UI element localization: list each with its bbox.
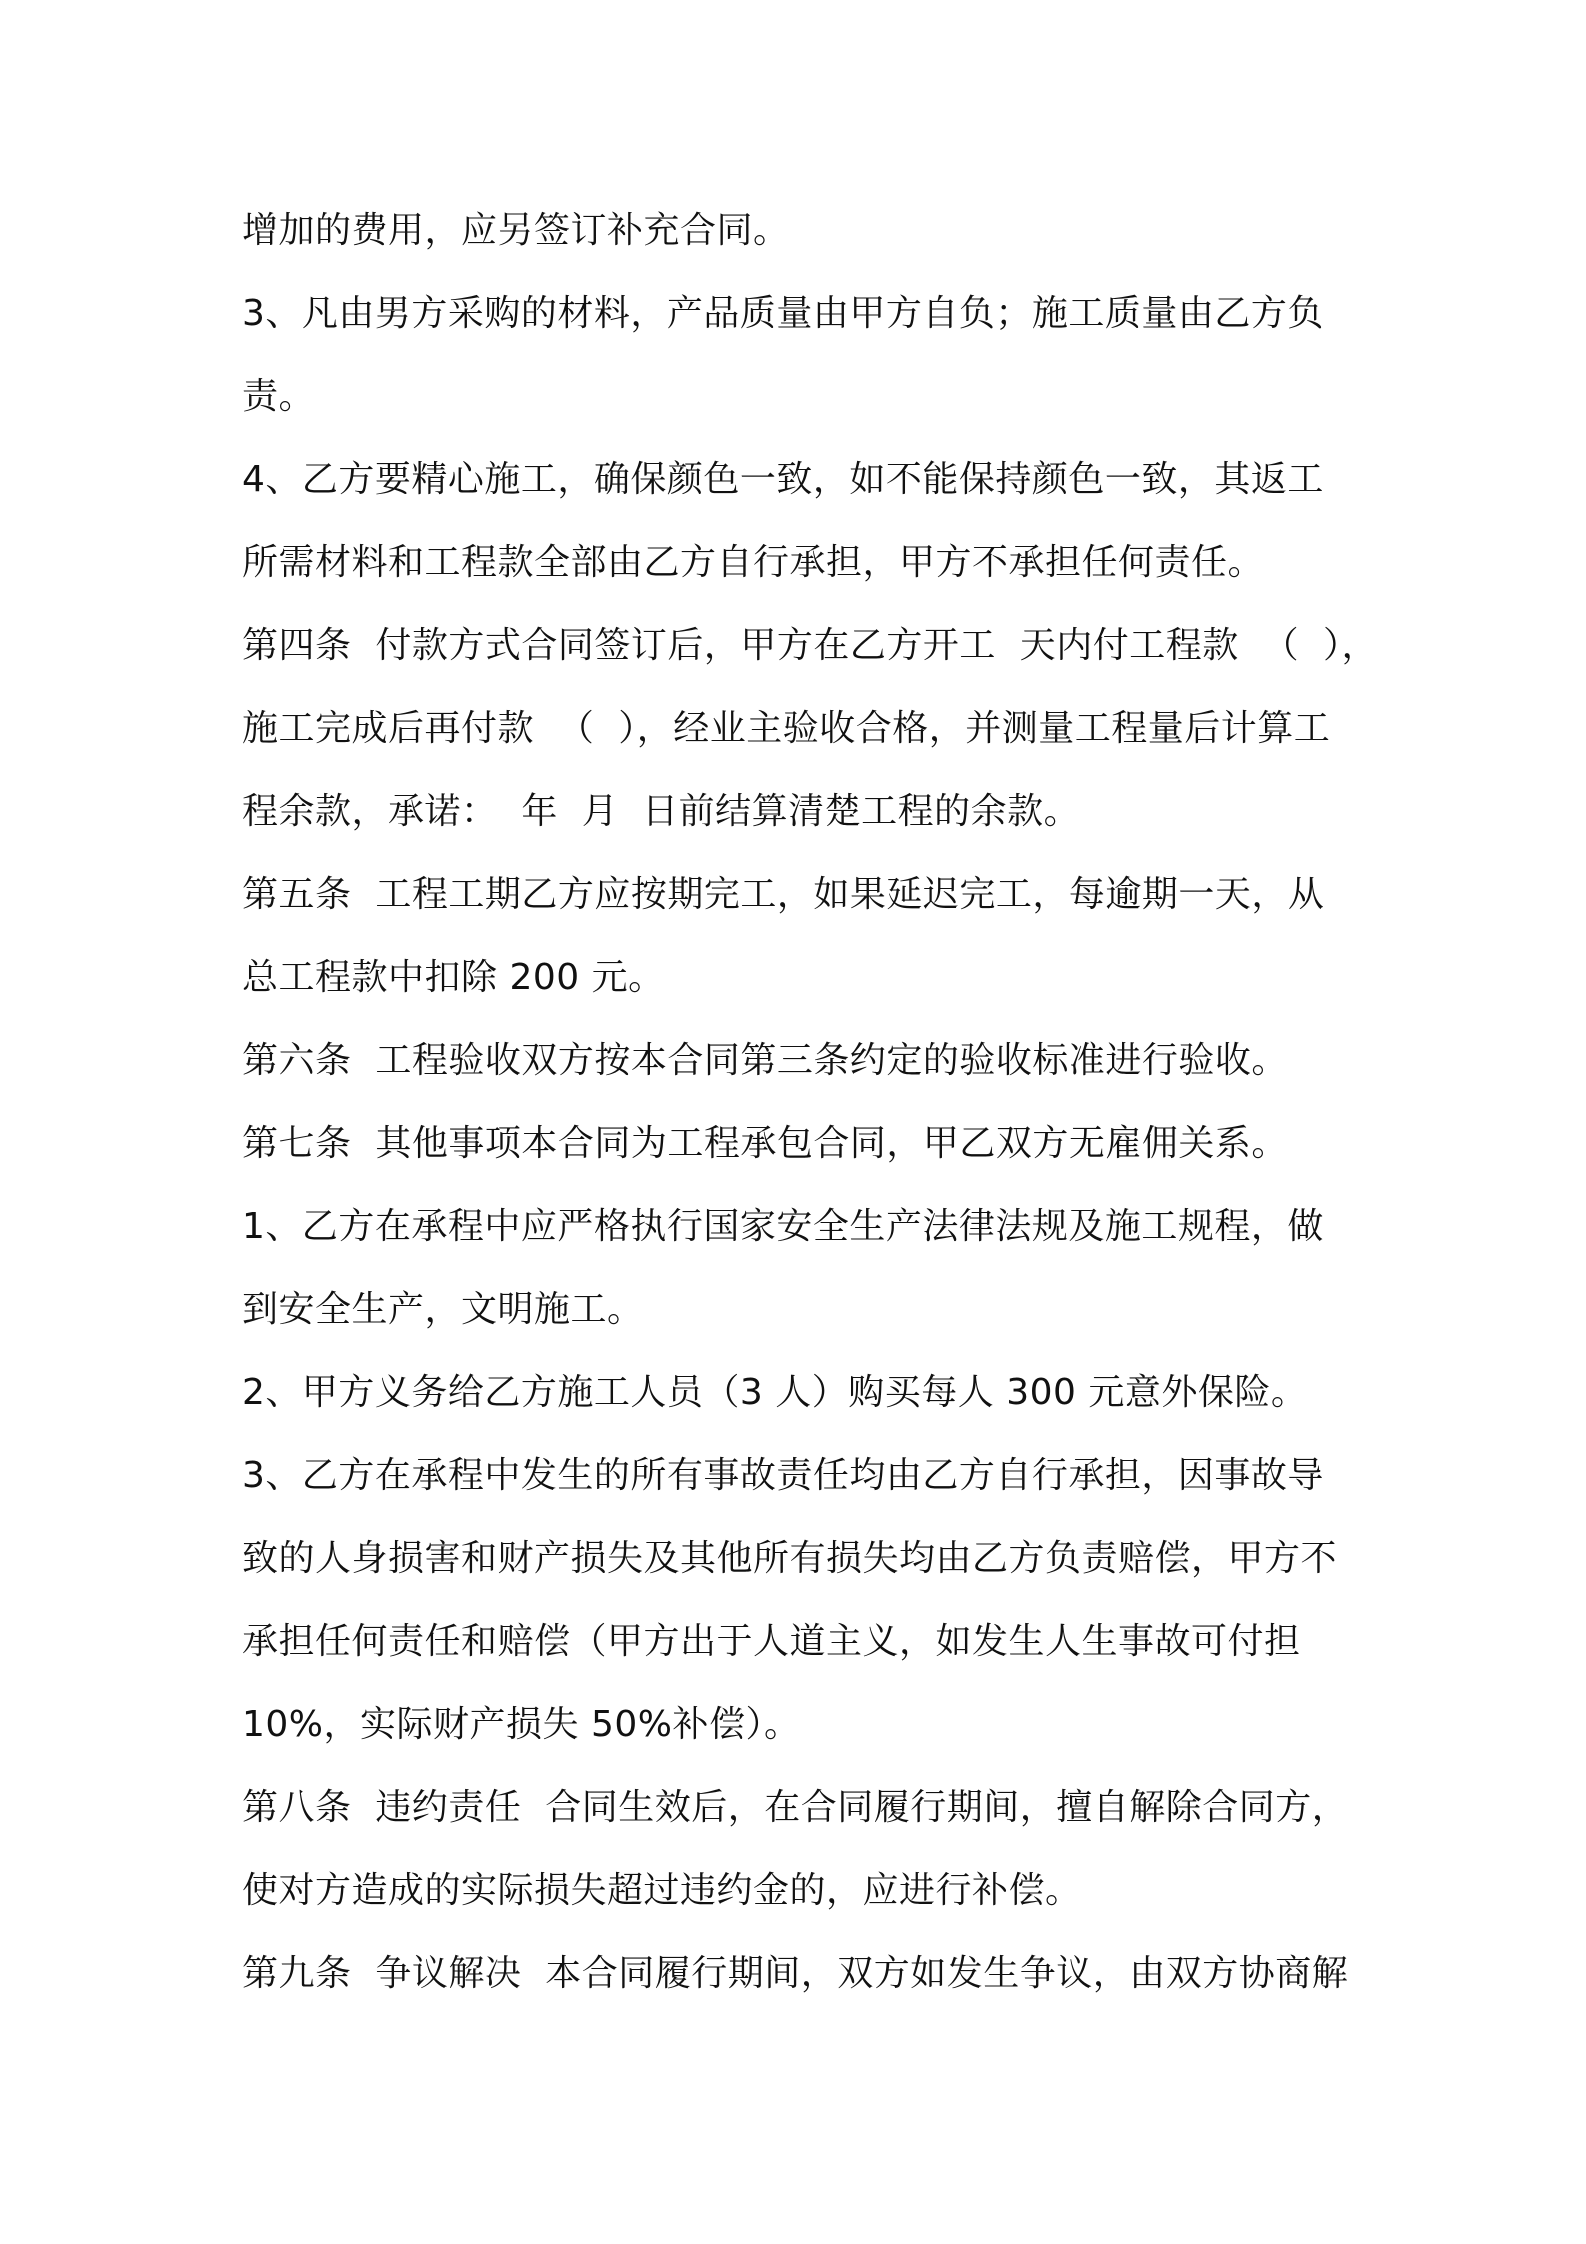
text-line: 第九条 争议解决 本合同履行期间，双方如发生争议，由双方协商解 — [242, 1953, 1349, 1994]
text-line: 4、乙方要精心施工，确保颜色一致，如不能保持颜色一致，其返工 — [242, 459, 1324, 500]
text-line: 承担任何责任和赔偿（甲方出于人道主义，如发生人生事故可付担 — [242, 1621, 1301, 1662]
text-line: 责。 — [242, 376, 316, 417]
text-line: 第四条 付款方式合同签订后，甲方在乙方开工 天内付工程款 （ ）， — [242, 625, 1379, 666]
text-line: 第五条 工程工期乙方应按期完工，如果延迟完工，每逾期一天，从 — [242, 874, 1325, 915]
text-line: 3、凡由男方采购的材料，产品质量由甲方自负；施工质量由乙方负 — [242, 293, 1324, 334]
text-line: 第七条 其他事项本合同为工程承包合同，甲乙双方无雇佣关系。 — [242, 1123, 1288, 1164]
text-line: 致的人身损害和财产损失及其他所有损失均由乙方负责赔偿，甲方不 — [242, 1538, 1338, 1579]
text-line: 3、乙方在承程中发生的所有事故责任均由乙方自行承担，因事故导 — [242, 1455, 1324, 1496]
text-line: 施工完成后再付款 （ ），经业主验收合格，并测量工程量后计算工 — [242, 708, 1331, 749]
text-line: 程余款，承诺： 年 月 日前结算清楚工程的余款。 — [242, 791, 1081, 832]
text-line: 第八条 违约责任 合同生效后，在合同履行期间，擅自解除合同方， — [242, 1787, 1349, 1828]
text-line: 增加的费用，应另签订补充合同。 — [242, 210, 790, 251]
text-line: 2、甲方义务给乙方施工人员（3 人）购买每人 300 元意外保险。 — [242, 1372, 1308, 1413]
text-line: 到安全生产，文明施工。 — [242, 1289, 644, 1330]
text-line: 使对方造成的实际损失超过违约金的，应进行补偿。 — [242, 1870, 1082, 1911]
text-line: 10%，实际财产损失 50%补偿）。 — [242, 1704, 801, 1745]
text-line: 第六条 工程验收双方按本合同第三条约定的验收标准进行验收。 — [242, 1040, 1288, 1081]
text-line: 总工程款中扣除 200 元。 — [242, 957, 665, 998]
text-line: 1、乙方在承程中应严格执行国家安全生产法律法规及施工规程，做 — [242, 1206, 1324, 1247]
text-line: 所需材料和工程款全部由乙方自行承担，甲方不承担任何责任。 — [242, 542, 1265, 583]
